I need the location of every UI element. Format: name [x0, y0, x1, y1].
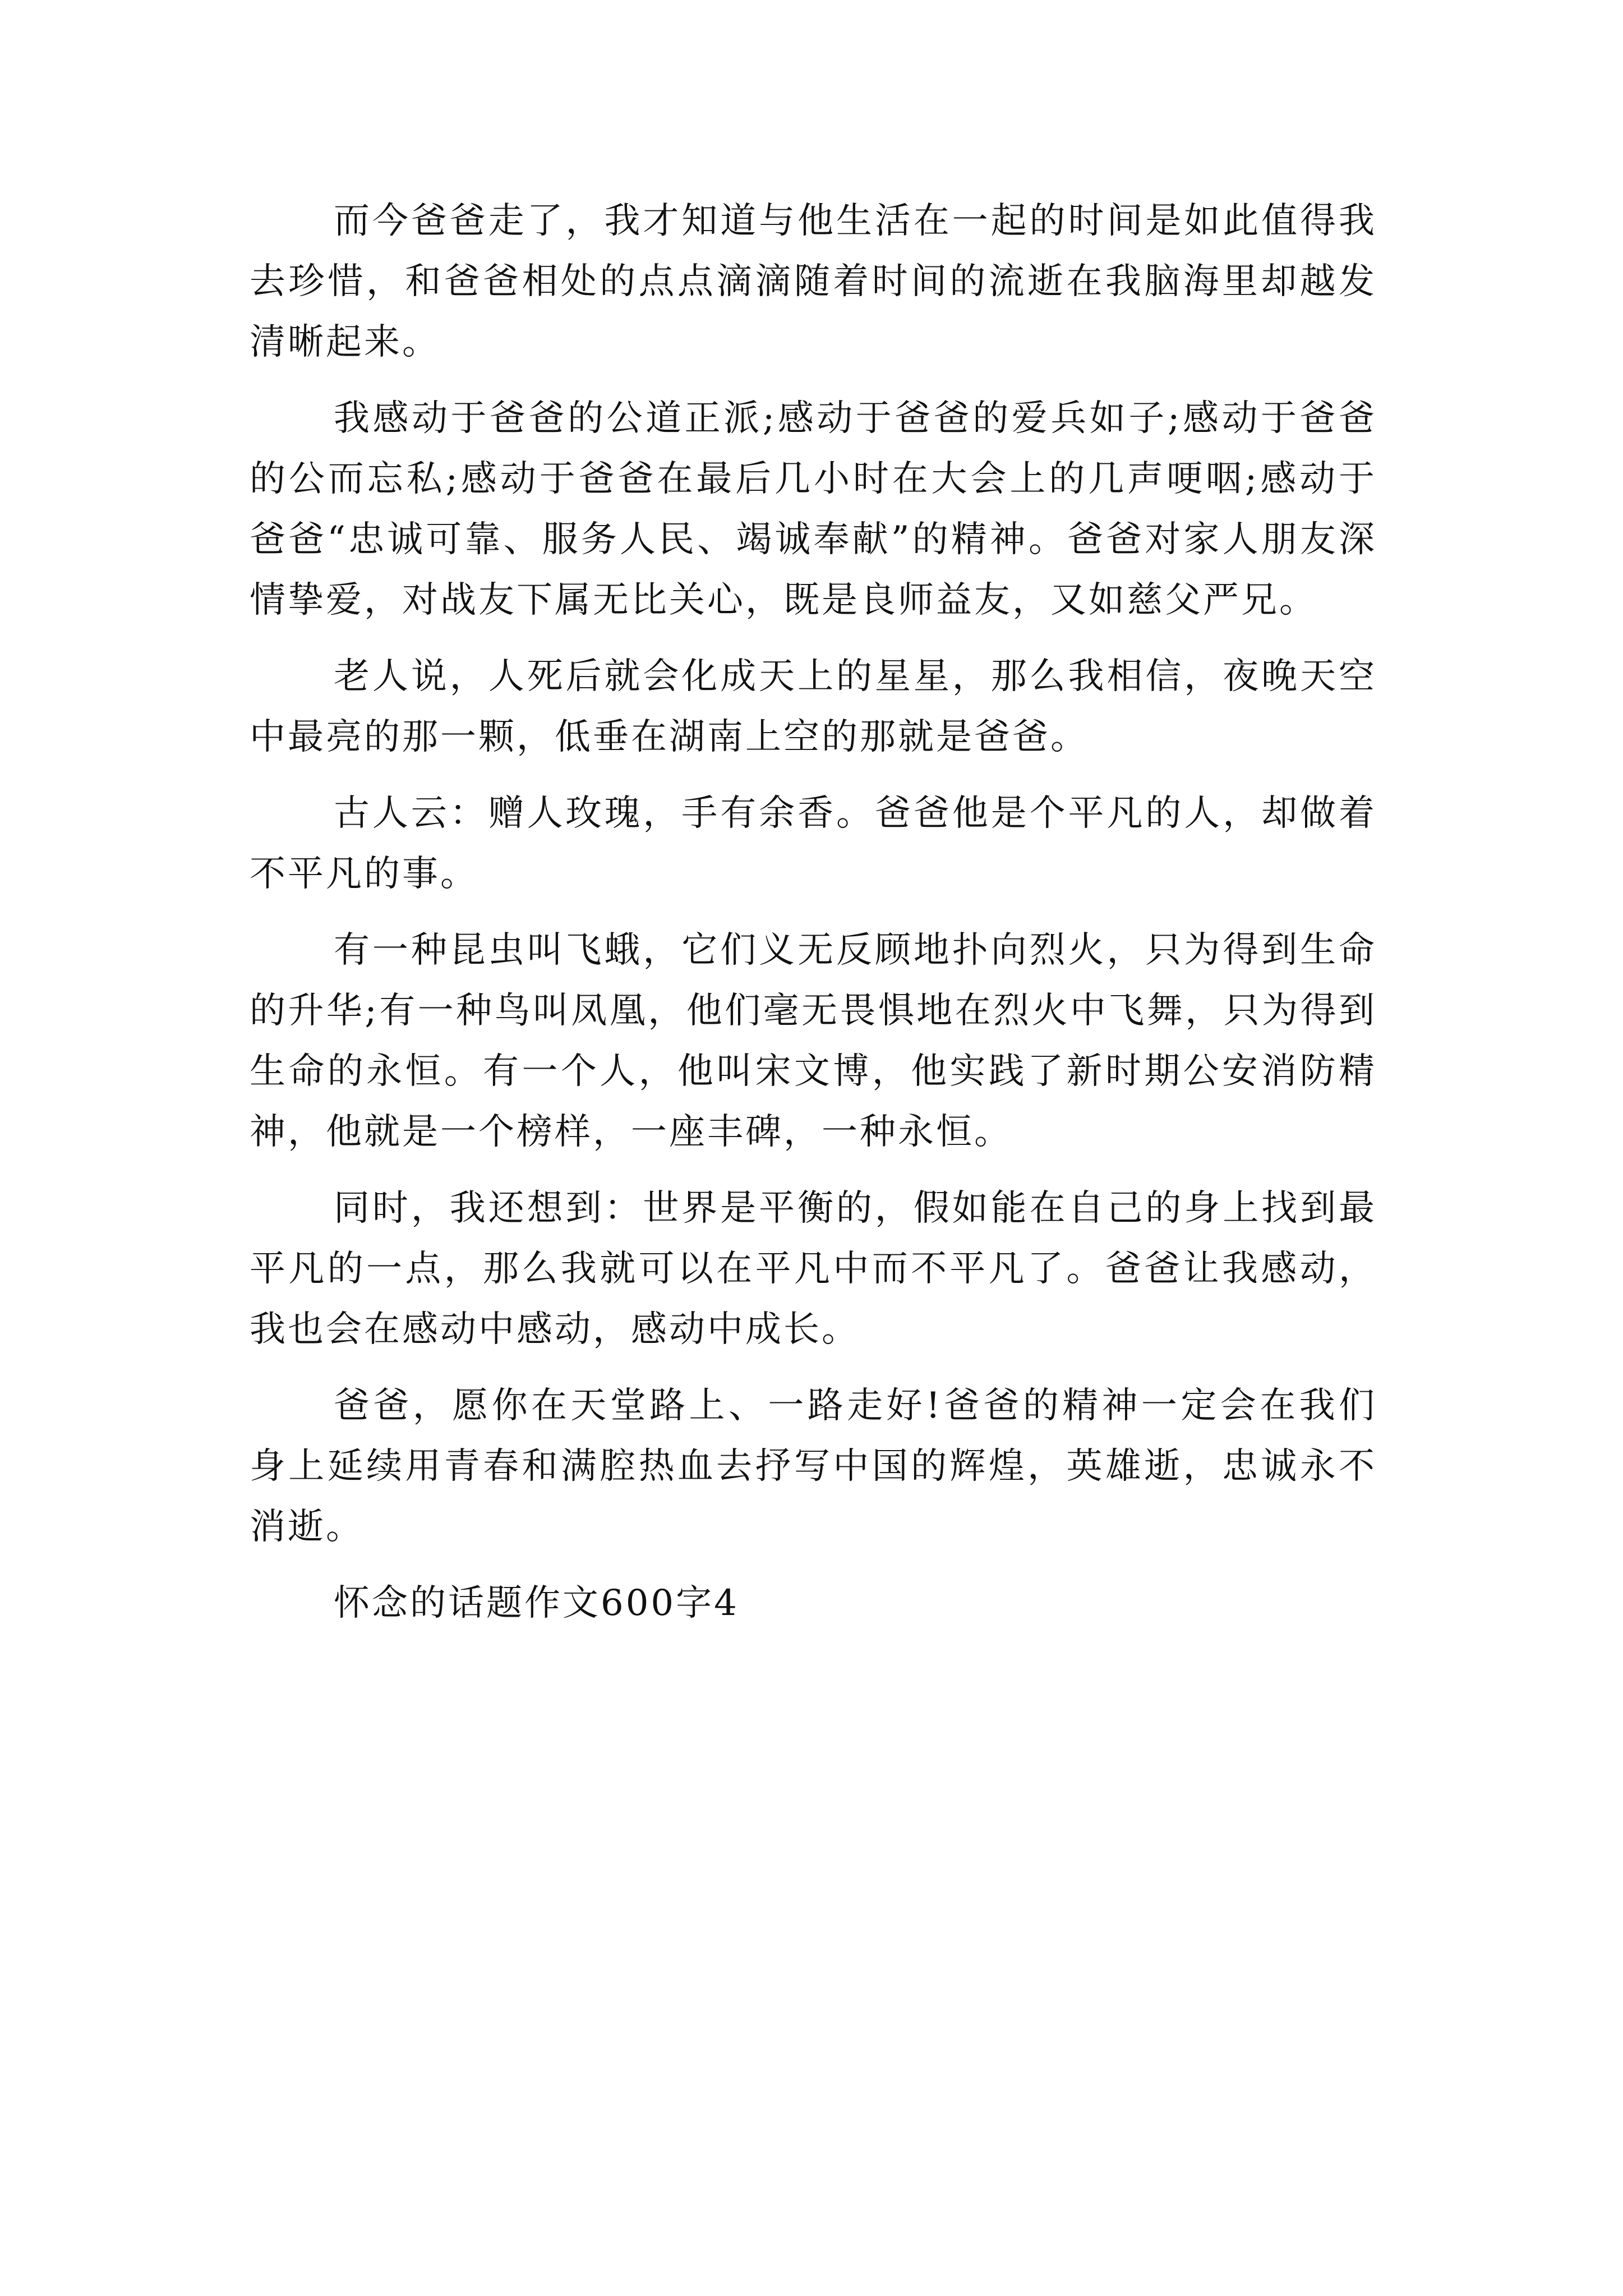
section-heading: 怀念的话题作文600字4 — [334, 1582, 739, 1624]
document-page — [250, 191, 1377, 1649]
paragraph-4: 古人云：赠人玫瑰，手有余香。爸爸他是个平凡的人，却做着不平凡的事。 — [250, 793, 1377, 895]
paragraph-5: 有一种昆虫叫飞蛾，它们义无反顾地扑向烈火，只为得到生命的升华;有一种鸟叫凤凰，他们毫无畏惧地在烈火中飞舞，只为得到生命的永恒。有一个人，他叫宋文博，他实践了新时期公安消防精神，他就是一个榜样，一座丰碑，一种永恒。 — [250, 930, 1377, 1153]
paragraph-1: 而今爸爸走了，我才知道与他生活在一起的时间是如此值得我去珍惜，和爸爸相处的点点滴滴随着时间的流逝在我脑海里却越发清晰起来。 — [250, 200, 1377, 363]
paragraph-2: 我感动于爸爸的公道正派;感动于爸爸的爱兵如子;感动于爸爸的公而忘私;感动于爸爸在最后几小时在大会上的几声哽咽;感动于爸爸“忠诚可靠、服务人民、竭诚奉献”的精神。爸爸对家人朋友深情挚爱，对战友下属无比关心，既是良师益友，又如慈父严兄。 — [250, 398, 1377, 621]
paragraph-7: 爸爸，愿你在天堂路上、一路走好!爸爸的精神一定会在我们身上延续用青春和满腔热血去抒写中国的辉煌，英雄逝，忠诚永不消逝。 — [250, 1385, 1377, 1548]
paragraph-3: 老人说，人死后就会化成天上的星星，那么我相信，夜晚天空中最亮的那一颗，低垂在湖南上空的那就是爸爸。 — [250, 656, 1377, 758]
paragraph-6: 同时，我还想到：世界是平衡的，假如能在自己的身上找到最平凡的一点，那么我就可以在平凡中而不平凡了。爸爸让我感动，我也会在感动中感动，感动中成长。 — [250, 1188, 1377, 1350]
